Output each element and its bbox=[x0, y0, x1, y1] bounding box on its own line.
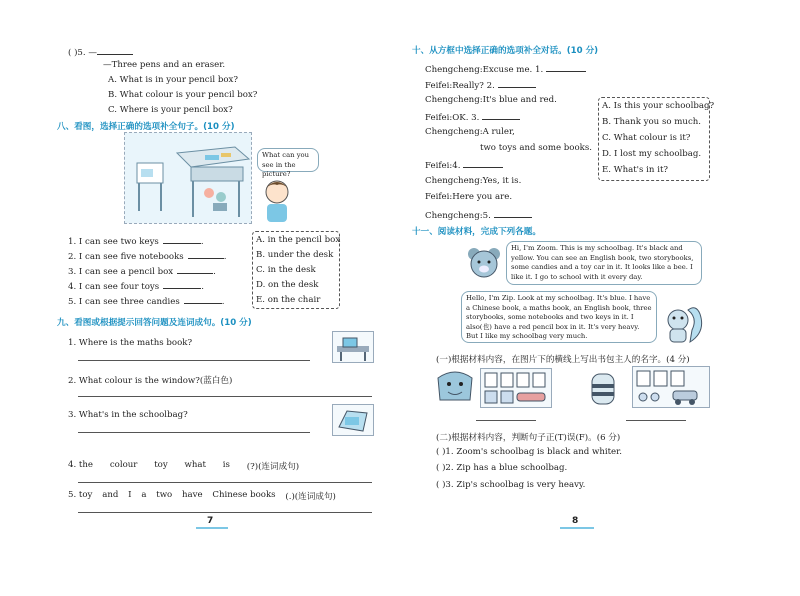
answer-blank[interactable] bbox=[184, 295, 222, 304]
sec9-q1: 1. Where is the maths book? bbox=[68, 338, 193, 348]
sec8-item-2: 2. I can see five notebooks . bbox=[68, 252, 227, 262]
schoolbag-picture bbox=[332, 404, 374, 436]
sec8-item-5: 5. I can see three candies . bbox=[68, 297, 225, 307]
part-2-instruction: (二)根据材料内容，判断句子正(T)误(F)。(6 分) bbox=[436, 433, 621, 443]
maths-book-picture bbox=[332, 331, 374, 363]
answer-line[interactable] bbox=[78, 396, 372, 397]
desk-chair-illustration bbox=[125, 133, 251, 223]
bee-schoolbag-icon bbox=[586, 368, 620, 408]
zip-squirrel-icon bbox=[662, 302, 706, 344]
page-number-decoration bbox=[196, 527, 228, 529]
dialog-line-2: Feifei:Really? 2. bbox=[425, 79, 536, 91]
sec8-option-c: C. in the desk bbox=[256, 265, 316, 275]
section-11-title: 十一、阅读材料，完成下列各题。 bbox=[412, 227, 541, 237]
sec8-item-3: 3. I can see a pencil box . bbox=[68, 267, 216, 277]
q5-option-b: B. What colour is your pencil box? bbox=[108, 90, 258, 100]
answer-blank[interactable] bbox=[177, 265, 213, 274]
sec9-q3: 3. What's in the schoolbag? bbox=[68, 410, 188, 420]
section-10-title: 十、从方框中选择正确的选项补全对话。(10 分) bbox=[412, 46, 599, 56]
bag-2-name-line[interactable] bbox=[626, 420, 686, 421]
bag-2-contents bbox=[632, 366, 710, 408]
dialog-line-9: Feifei:Here you are. bbox=[425, 192, 513, 202]
page-number: 7 bbox=[207, 516, 214, 526]
sec8-option-b: B. under the desk bbox=[256, 250, 334, 260]
answer-blank[interactable] bbox=[97, 46, 133, 55]
schoolbag-icon bbox=[333, 405, 373, 435]
sec8-option-e: E. on the chair bbox=[256, 295, 321, 305]
q5-answer: —Three pens and an eraser. bbox=[103, 60, 226, 70]
dialog-line-5: Chengcheng:A ruler, bbox=[425, 127, 515, 137]
bag-1-contents bbox=[480, 368, 552, 408]
classroom-picture bbox=[124, 132, 252, 224]
bag-1-name-line[interactable] bbox=[476, 420, 536, 421]
books-and-keys-icon bbox=[481, 369, 551, 407]
q5-stem: ( )5. — bbox=[68, 46, 133, 58]
dialog-line-4: Feifei:OK. 3. bbox=[425, 111, 520, 123]
zip-text-bubble: Hello, I'm Zip. Look at my schoolbag. It's blue. I have a Chinese book, a maths book, an English book, three storybooks, some notebooks and two keys in it. I also(也) have a red pencil box in it. It's very heavy. But I like my schoolbag very much. bbox=[461, 291, 657, 343]
answer-line[interactable] bbox=[78, 482, 372, 483]
sec8-option-a: A. in the pencil box bbox=[256, 235, 341, 245]
answer-blank[interactable] bbox=[498, 79, 536, 88]
answer-blank[interactable] bbox=[163, 235, 201, 244]
q5-option-c: C. Where is your pencil box? bbox=[108, 105, 233, 115]
judge-item-3: ( )3. Zip's schoolbag is very heavy. bbox=[436, 480, 586, 490]
desk-book-icon bbox=[333, 332, 373, 362]
dialog-line-1: Chengcheng:Excuse me. 1. bbox=[425, 63, 586, 75]
bear-schoolbag-icon bbox=[434, 368, 476, 404]
sec9-q2: 2. What colour is the window?(蓝白色) bbox=[68, 376, 233, 386]
bag-1-picture bbox=[434, 368, 476, 404]
books-candies-car-icon bbox=[633, 367, 709, 407]
sec10-option-e: E. What's in it? bbox=[602, 165, 669, 175]
sec8-item-1: 1. I can see two keys . bbox=[68, 237, 204, 247]
zoom-bear-icon bbox=[464, 244, 504, 284]
sec9-q5: 5. toy and I a two have Chinese books (.)(连词成句) bbox=[68, 490, 336, 502]
answer-line[interactable] bbox=[78, 360, 310, 361]
sec10-option-d: D. I lost my schoolbag. bbox=[602, 149, 702, 159]
right-page bbox=[400, 0, 800, 596]
answer-blank[interactable] bbox=[463, 159, 503, 168]
section-8-title: 八、看图，选择正确的选项补全句子。(10 分) bbox=[57, 122, 235, 132]
dialog-line-3: Chengcheng:It's blue and red. bbox=[425, 95, 557, 105]
judge-item-2: ( )2. Zip has a blue schoolbag. bbox=[436, 463, 568, 473]
answer-line[interactable] bbox=[78, 512, 372, 513]
answer-blank[interactable] bbox=[163, 280, 201, 289]
zoom-text-bubble: Hi, I'm Zoom. This is my schoolbag. It's black and yellow. You can see an English book, two storybooks, some candies and a toy car in it. It looks like a bee. I like it. I go to school with it every day. bbox=[506, 241, 702, 285]
answer-blank[interactable] bbox=[482, 111, 520, 120]
bag-2-picture bbox=[586, 368, 620, 408]
answer-blank[interactable] bbox=[188, 250, 224, 259]
sec10-option-c: C. What colour is it? bbox=[602, 133, 691, 143]
sec8-item-4: 4. I can see four toys . bbox=[68, 282, 204, 292]
dialog-line-6: two toys and some books. bbox=[480, 143, 592, 153]
judge-item-1: ( )1. Zoom's schoolbag is black and whiter. bbox=[436, 447, 623, 457]
page-number: 8 bbox=[572, 516, 579, 526]
speech-bubble: What can you see in the picture? bbox=[257, 148, 319, 172]
section-9-title: 九、看图或根据提示回答问题及连词成句。(10 分) bbox=[57, 318, 252, 328]
dialog-line-8: Chengcheng:Yes, it is. bbox=[425, 176, 522, 186]
page-number-decoration bbox=[560, 527, 594, 529]
dialog-line-7: Feifei:4. bbox=[425, 159, 503, 171]
boy-avatar bbox=[262, 178, 292, 222]
answer-blank[interactable] bbox=[494, 209, 532, 218]
sec8-option-d: D. on the desk bbox=[256, 280, 319, 290]
answer-line[interactable] bbox=[78, 432, 310, 433]
sec9-q4: 4. the colour toy what is (?)(连词成句) bbox=[68, 460, 300, 472]
sec10-option-a: A. Is this your schoolbag? bbox=[602, 101, 715, 111]
q5-option-a: A. What is in your pencil box? bbox=[108, 75, 238, 85]
answer-blank[interactable] bbox=[546, 63, 586, 72]
sec10-option-b: B. Thank you so much. bbox=[602, 117, 702, 127]
part-1-instruction: (一)根据材料内容，在图片下的横线上写出书包主人的名字。(4 分) bbox=[436, 355, 690, 365]
dialog-line-10: Chengcheng:5. bbox=[425, 209, 532, 221]
